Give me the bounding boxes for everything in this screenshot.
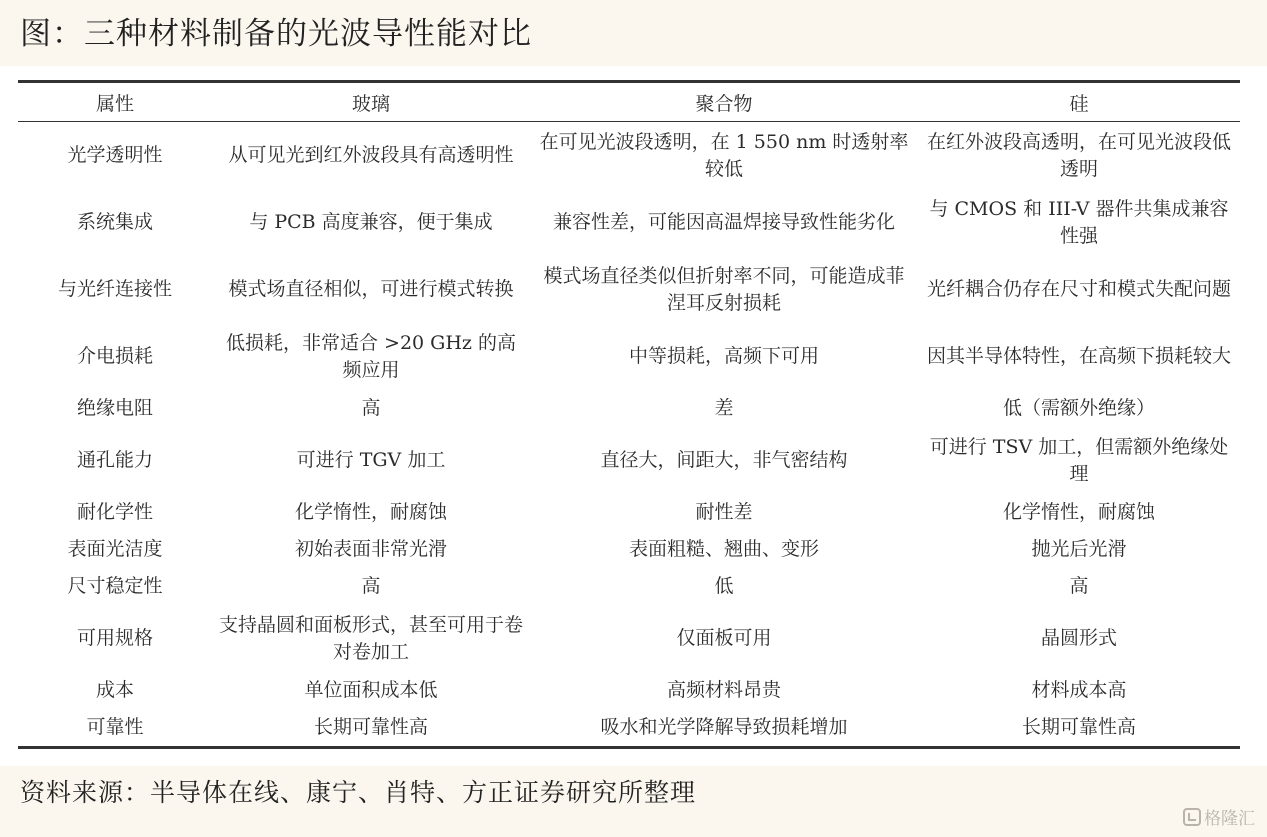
table-cell: 初始表面非常光滑 (294, 538, 447, 560)
table-cell: 晶圆形式 (1040, 627, 1117, 649)
table-cell: 低 (714, 575, 734, 597)
header-polymer: 聚合物 (695, 92, 753, 115)
table-row (18, 568, 1240, 605)
table-cell: 可进行 TGV 加工 (296, 449, 446, 471)
table-row (18, 189, 1240, 256)
figure-title: 图：三种材料制备的光波导性能对比 (20, 16, 532, 52)
table-cell: 高频材料昂贵 (666, 679, 781, 701)
table-cell: 材料成本高 (1031, 679, 1127, 701)
table-cell: 高 (1069, 575, 1089, 597)
table-cell: 光学透明性 (67, 144, 163, 166)
table-cell: 吸水和光学降解导致损耗增加 (600, 716, 848, 738)
header-attribute: 属性 (95, 92, 134, 115)
table-cell: 成本 (95, 679, 134, 701)
table-row (18, 494, 1240, 531)
table-cell: 兼容性差，可能因高温焊接导致性能劣化 (552, 211, 895, 233)
table-row (18, 390, 1240, 427)
table-row (18, 427, 1240, 494)
table-row (18, 531, 1240, 568)
table-cell: 因其半导体特性，在高频下损耗较大 (926, 345, 1231, 367)
table-cell: 与 CMOS 和 III-V 器件共集成兼容性强 (929, 197, 1229, 247)
table-cell: 可用规格 (76, 627, 153, 649)
table-cell: 介电损耗 (76, 345, 153, 367)
table-header-row (18, 82, 1240, 122)
table-cell: 耐性差 (695, 501, 753, 523)
table-cell: 化学惰性，耐腐蚀 (294, 501, 447, 523)
watermark (1183, 804, 1255, 829)
table-row (18, 672, 1240, 709)
table-row (18, 122, 1240, 190)
gelonghui-logo-icon (1183, 808, 1201, 826)
table-cell: 差 (714, 397, 734, 419)
watermark-text: 格隆汇 (1204, 809, 1255, 829)
table-cell: 尺寸稳定性 (67, 575, 163, 597)
table-cell: 直径大，间距大，非气密结构 (600, 449, 848, 471)
source-note: 资料来源：半导体在线、康宁、肖特、方正证券研究所整理 (20, 778, 697, 807)
table-cell: 化学惰性，耐腐蚀 (1002, 501, 1155, 523)
table-row (18, 323, 1240, 390)
header-silicon: 硅 (1069, 92, 1089, 115)
table-cell: 在可见光波段透明，在 1 550 nm 时透射率较低 (539, 130, 909, 180)
table-cell: 表面光洁度 (67, 538, 163, 560)
table-cell: 单位面积成本低 (304, 679, 438, 701)
table-cell: 与光纤连接性 (57, 278, 172, 300)
table-cell: 通孔能力 (76, 449, 153, 471)
table-cell: 绝缘电阻 (76, 397, 153, 419)
table-cell: 表面粗糙、翘曲、变形 (628, 538, 819, 560)
table-cell: 高 (361, 397, 381, 419)
table-row (18, 709, 1240, 748)
table-cell: 与 PCB 高度兼容，便于集成 (249, 211, 493, 233)
table-cell: 模式场直径类似但折射率不同，可能造成菲涅耳反射损耗 (543, 264, 905, 314)
table-cell: 高 (361, 575, 381, 597)
table-row (18, 256, 1240, 323)
table-cell: 抛光后光滑 (1031, 538, 1127, 560)
table-cell: 光纤耦合仍存在尺寸和模式失配问题 (926, 278, 1231, 300)
table-cell: 模式场直径相似，可进行模式转换 (228, 278, 514, 300)
table-cell: 可靠性 (86, 716, 144, 738)
table-cell: 中等损耗，高频下可用 (628, 345, 819, 367)
table-cell: 仅面板可用 (676, 627, 772, 649)
table-cell: 耐化学性 (76, 501, 153, 523)
header-glass: 玻璃 (351, 92, 390, 115)
table-cell: 低损耗，非常适合 >20 GHz 的高频应用 (226, 331, 516, 381)
table-cell: 低（需额外绝缘） (1002, 397, 1155, 419)
table-row (18, 605, 1240, 672)
table-cell: 可进行 TSV 加工，但需额外绝缘处理 (929, 435, 1229, 485)
table-cell: 长期可靠性高 (313, 716, 428, 738)
table-cell: 从可见光到红外波段具有高透明性 (228, 144, 514, 166)
table-cell: 在红外波段高透明，在可见光波段低透明 (926, 130, 1231, 180)
table-cell: 支持晶圆和面板形式，甚至可用于卷对卷加工 (218, 613, 523, 663)
comparison-table (18, 80, 1240, 749)
table-cell: 系统集成 (76, 211, 153, 233)
table-cell: 长期可靠性高 (1021, 716, 1136, 738)
